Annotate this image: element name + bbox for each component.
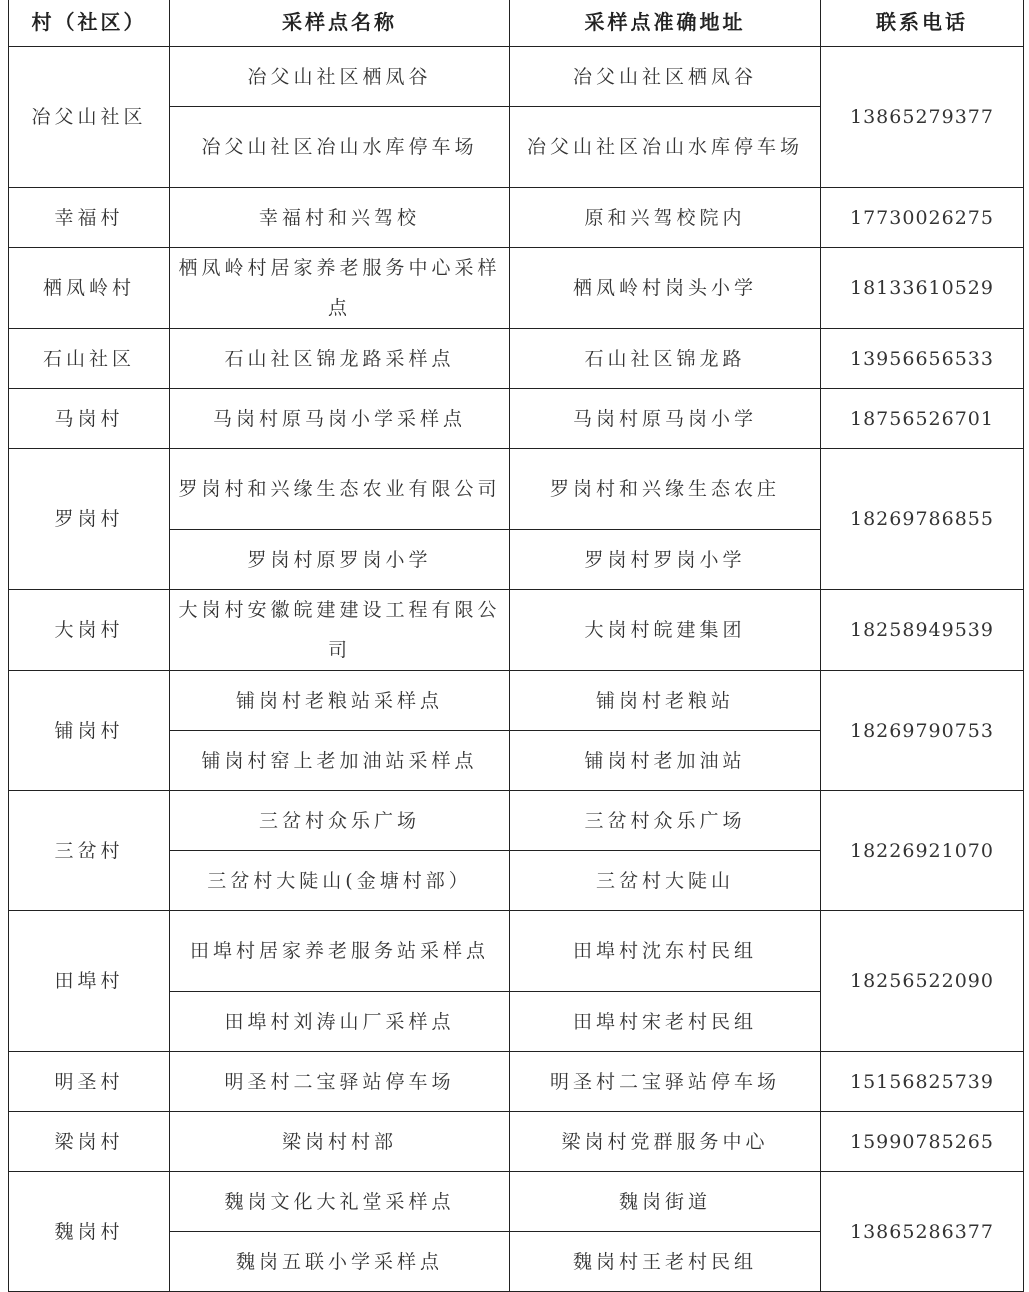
site-address-cell: 马岗村原马岗小学 — [510, 389, 821, 449]
village-cell: 田埠村 — [9, 911, 170, 1052]
table-row — [9, 1112, 1024, 1172]
site-name-cell: 铺岗村窑上老加油站采样点 — [170, 731, 510, 791]
site-name-cell: 石山社区锦龙路采样点 — [170, 329, 510, 389]
table-row — [9, 329, 1024, 389]
phone-cell: 15156825739 — [821, 1052, 1024, 1112]
table-row — [9, 1052, 1024, 1112]
village-cell: 梁岗村 — [9, 1112, 170, 1172]
phone-cell: 13865279377 — [821, 47, 1024, 188]
site-address-cell: 石山社区锦龙路 — [510, 329, 821, 389]
village-cell: 三岔村 — [9, 791, 170, 911]
village-cell: 冶父山社区 — [9, 47, 170, 188]
site-address-cell: 原和兴驾校院内 — [510, 188, 821, 248]
phone-cell: 18756526701 — [821, 389, 1024, 449]
site-name-cell: 大岗村安徽皖建建设工程有限公司 — [170, 590, 510, 671]
village-cell: 大岗村 — [9, 590, 170, 671]
site-address-cell: 铺岗村老加油站 — [510, 731, 821, 791]
site-name-cell: 明圣村二宝驿站停车场 — [170, 1052, 510, 1112]
phone-cell: 18269790753 — [821, 671, 1024, 791]
site-name-cell: 冶父山社区栖凤谷 — [170, 47, 510, 107]
header-row — [9, 0, 1024, 47]
phone-cell: 18269786855 — [821, 449, 1024, 590]
village-cell: 魏岗村 — [9, 1172, 170, 1292]
phone-cell: 18258949539 — [821, 590, 1024, 671]
header-site-address: 采样点准确地址 — [510, 0, 821, 47]
header-site-name: 采样点名称 — [170, 0, 510, 47]
site-address-cell: 三岔村大陡山 — [510, 851, 821, 911]
village-cell: 石山社区 — [9, 329, 170, 389]
site-name-cell: 罗岗村原罗岗小学 — [170, 530, 510, 590]
village-cell: 罗岗村 — [9, 449, 170, 590]
site-name-cell: 魏岗文化大礼堂采样点 — [170, 1172, 510, 1232]
phone-cell: 17730026275 — [821, 188, 1024, 248]
table-row — [9, 188, 1024, 248]
phone-cell: 18133610529 — [821, 248, 1024, 329]
site-address-cell: 大岗村皖建集团 — [510, 590, 821, 671]
site-name-cell: 三岔村众乐广场 — [170, 791, 510, 851]
site-name-cell: 田埠村刘涛山厂采样点 — [170, 992, 510, 1052]
table-row — [9, 911, 1024, 992]
table-row — [9, 590, 1024, 671]
table-row — [9, 671, 1024, 731]
site-name-cell: 罗岗村和兴缘生态农业有限公司 — [170, 449, 510, 530]
table-row — [9, 248, 1024, 329]
village-cell: 栖凤岭村 — [9, 248, 170, 329]
site-name-cell: 马岗村原马岗小学采样点 — [170, 389, 510, 449]
site-address-cell: 冶父山社区栖凤谷 — [510, 47, 821, 107]
site-address-cell: 罗岗村罗岗小学 — [510, 530, 821, 590]
site-address-cell: 田埠村宋老村民组 — [510, 992, 821, 1052]
site-name-cell: 梁岗村村部 — [170, 1112, 510, 1172]
site-name-cell: 冶父山社区冶山水库停车场 — [170, 107, 510, 188]
site-name-cell: 田埠村居家养老服务站采样点 — [170, 911, 510, 992]
site-name-cell: 栖凤岭村居家养老服务中心采样点 — [170, 248, 510, 329]
header-village: 村（社区） — [9, 0, 170, 47]
village-cell: 马岗村 — [9, 389, 170, 449]
site-name-cell: 铺岗村老粮站采样点 — [170, 671, 510, 731]
table-row — [9, 449, 1024, 530]
sampling-sites-table — [8, 0, 1024, 1292]
site-address-cell: 冶父山社区冶山水库停车场 — [510, 107, 821, 188]
site-address-cell: 罗岗村和兴缘生态农庄 — [510, 449, 821, 530]
site-name-cell: 魏岗五联小学采样点 — [170, 1232, 510, 1292]
site-address-cell: 梁岗村党群服务中心 — [510, 1112, 821, 1172]
table-row — [9, 47, 1024, 107]
site-address-cell: 铺岗村老粮站 — [510, 671, 821, 731]
site-name-cell: 三岔村大陡山(金塘村部） — [170, 851, 510, 911]
site-address-cell: 三岔村众乐广场 — [510, 791, 821, 851]
table-row — [9, 1172, 1024, 1232]
phone-cell: 18256522090 — [821, 911, 1024, 1052]
table-row — [9, 389, 1024, 449]
site-address-cell: 栖凤岭村岗头小学 — [510, 248, 821, 329]
village-cell: 明圣村 — [9, 1052, 170, 1112]
phone-cell: 13865286377 — [821, 1172, 1024, 1292]
phone-cell: 18226921070 — [821, 791, 1024, 911]
phone-cell: 13956656533 — [821, 329, 1024, 389]
phone-cell: 15990785265 — [821, 1112, 1024, 1172]
site-address-cell: 魏岗村王老村民组 — [510, 1232, 821, 1292]
village-cell: 铺岗村 — [9, 671, 170, 791]
site-address-cell: 明圣村二宝驿站停车场 — [510, 1052, 821, 1112]
site-address-cell: 魏岗街道 — [510, 1172, 821, 1232]
header-phone: 联系电话 — [821, 0, 1024, 47]
table-row — [9, 791, 1024, 851]
village-cell: 幸福村 — [9, 188, 170, 248]
site-name-cell: 幸福村和兴驾校 — [170, 188, 510, 248]
site-address-cell: 田埠村沈东村民组 — [510, 911, 821, 992]
